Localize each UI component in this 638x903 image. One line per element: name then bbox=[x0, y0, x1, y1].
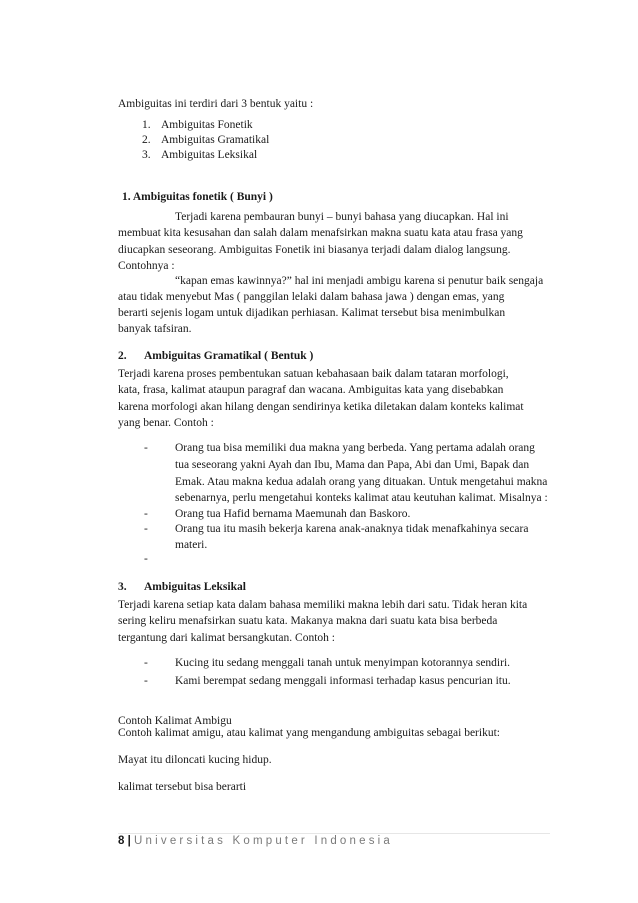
section2-bullet-line: Orang tua bisa memiliki dua makna yang berbeda. Yang pertama adalah orang bbox=[175, 442, 535, 454]
section2-bullet-line: Emak. Atau makna kedua adalah orang yang dituakan. Untuk mengetahui makna bbox=[175, 476, 548, 488]
section3-line: sering keliru menafsirkan suatu kata. Makanya makna dari suatu kata bisa berbeda bbox=[118, 615, 498, 627]
bullet-dash: - bbox=[144, 675, 148, 687]
section3-number: 3. bbox=[118, 581, 127, 593]
section1-line: diucapkan seseorang. Ambiguitas Fonetik ini biasanya terjadi dalam dialog langsung. bbox=[118, 244, 511, 256]
bullet-dash: - bbox=[144, 523, 148, 535]
intro-text: Ambiguitas ini terdiri dari 3 bentuk yaitu : bbox=[118, 98, 314, 110]
section2-title: Ambiguitas Gramatikal ( Bentuk ) bbox=[144, 350, 314, 362]
section2-number: 2. bbox=[118, 350, 127, 362]
section2-bullet-line: materi. bbox=[175, 539, 208, 551]
section2-line: karena morfologi akan hilang dengan sendirinya ketika diletakan dalam konteks kalimat bbox=[118, 401, 524, 413]
section3-line: Terjadi karena setiap kata dalam bahasa memiliki makna lebih dari satu. Tidak heran kita bbox=[118, 599, 528, 611]
section1-line: atau tidak menyebut Mas ( panggilan lelaki dalam bahasa jawa ) dengan emas, yang bbox=[118, 291, 505, 303]
section2-line: yang benar. Contoh : bbox=[118, 417, 214, 429]
section3-line: tergantung dari kalimat bersangkutan. Contoh : bbox=[118, 632, 335, 644]
section1-line: Terjadi karena pembauran bunyi – bunyi bahasa yang diucapkan. Hal ini bbox=[175, 211, 509, 223]
footer-divider bbox=[118, 833, 550, 834]
section1-line: berarti sejenis logam untuk dijadikan perhiasan. Kalimat tersebut bisa menimbulkan bbox=[118, 307, 506, 319]
page-number: 8 | bbox=[118, 835, 131, 847]
section2-bullet-line: sebenarnya, perlu mengetahui konteks kalimat atau keutuhan kalimat. Misalnya : bbox=[175, 492, 548, 504]
section1-line: membuat kita kesusahan dan salah dalam menafsirkan makna suatu kata atau frasa yang bbox=[118, 227, 523, 239]
examples-intro: Contoh kalimat amigu, atau kalimat yang mengandung ambiguitas sebagai berikut: bbox=[118, 727, 500, 739]
section2-line: Terjadi karena proses pembentukan satuan kebahasaan baik dalam tataran morfologi, bbox=[118, 368, 509, 380]
section1-line: Contohnya : bbox=[118, 260, 175, 272]
section1-heading: 1. Ambiguitas fonetik ( Bunyi ) bbox=[122, 191, 273, 203]
type-label: Ambiguitas Fonetik bbox=[161, 119, 253, 131]
type-label: Ambiguitas Leksikal bbox=[161, 149, 258, 161]
bullet-dash: - bbox=[144, 508, 148, 520]
example-sentence: Mayat itu diloncati kucing hidup. bbox=[118, 754, 272, 766]
section1-line: banyak tafsiran. bbox=[118, 323, 192, 335]
type-number: 2. bbox=[142, 134, 151, 146]
bullet-dash: - bbox=[144, 657, 148, 669]
type-number: 3. bbox=[142, 149, 151, 161]
section2-bullet-line: Orang tua Hafid bernama Maemunah dan Baskoro. bbox=[175, 508, 411, 520]
bullet-dash: - bbox=[144, 553, 148, 565]
footer bbox=[118, 835, 393, 847]
type-number: 1. bbox=[142, 119, 151, 131]
examples-title: Contoh Kalimat Ambigu bbox=[118, 715, 232, 727]
section3-bullet-line: Kami berempat sedang menggali informasi terhadap kasus pencurian itu. bbox=[175, 675, 511, 687]
bullet-dash: - bbox=[144, 442, 148, 454]
section2-bullet-line: tua seseorang yakni Ayah dan Ibu, Mama dan Papa, Abi dan Umi, Bapak dan bbox=[175, 459, 530, 471]
footer-organization: Universitas Komputer Indonesia bbox=[134, 835, 394, 847]
type-label: Ambiguitas Gramatikal bbox=[161, 134, 270, 146]
section2-line: kata, frasa, kalimat ataupun paragraf dan wacana. Ambiguitas kata yang disebabkan bbox=[118, 384, 504, 396]
section3-title: Ambiguitas Leksikal bbox=[144, 581, 246, 593]
section2-bullet-line: Orang tua itu masih bekerja karena anak-anaknya tidak menafkahinya secara bbox=[175, 523, 529, 535]
section1-line: “kapan emas kawinnya?” hal ini menjadi ambigu karena si penutur baik sengaja bbox=[175, 275, 544, 287]
section3-bullet-line: Kucing itu sedang menggali tanah untuk menyimpan kotorannya sendiri. bbox=[175, 657, 511, 669]
examples-closing: kalimat tersebut bisa berarti bbox=[118, 781, 247, 793]
